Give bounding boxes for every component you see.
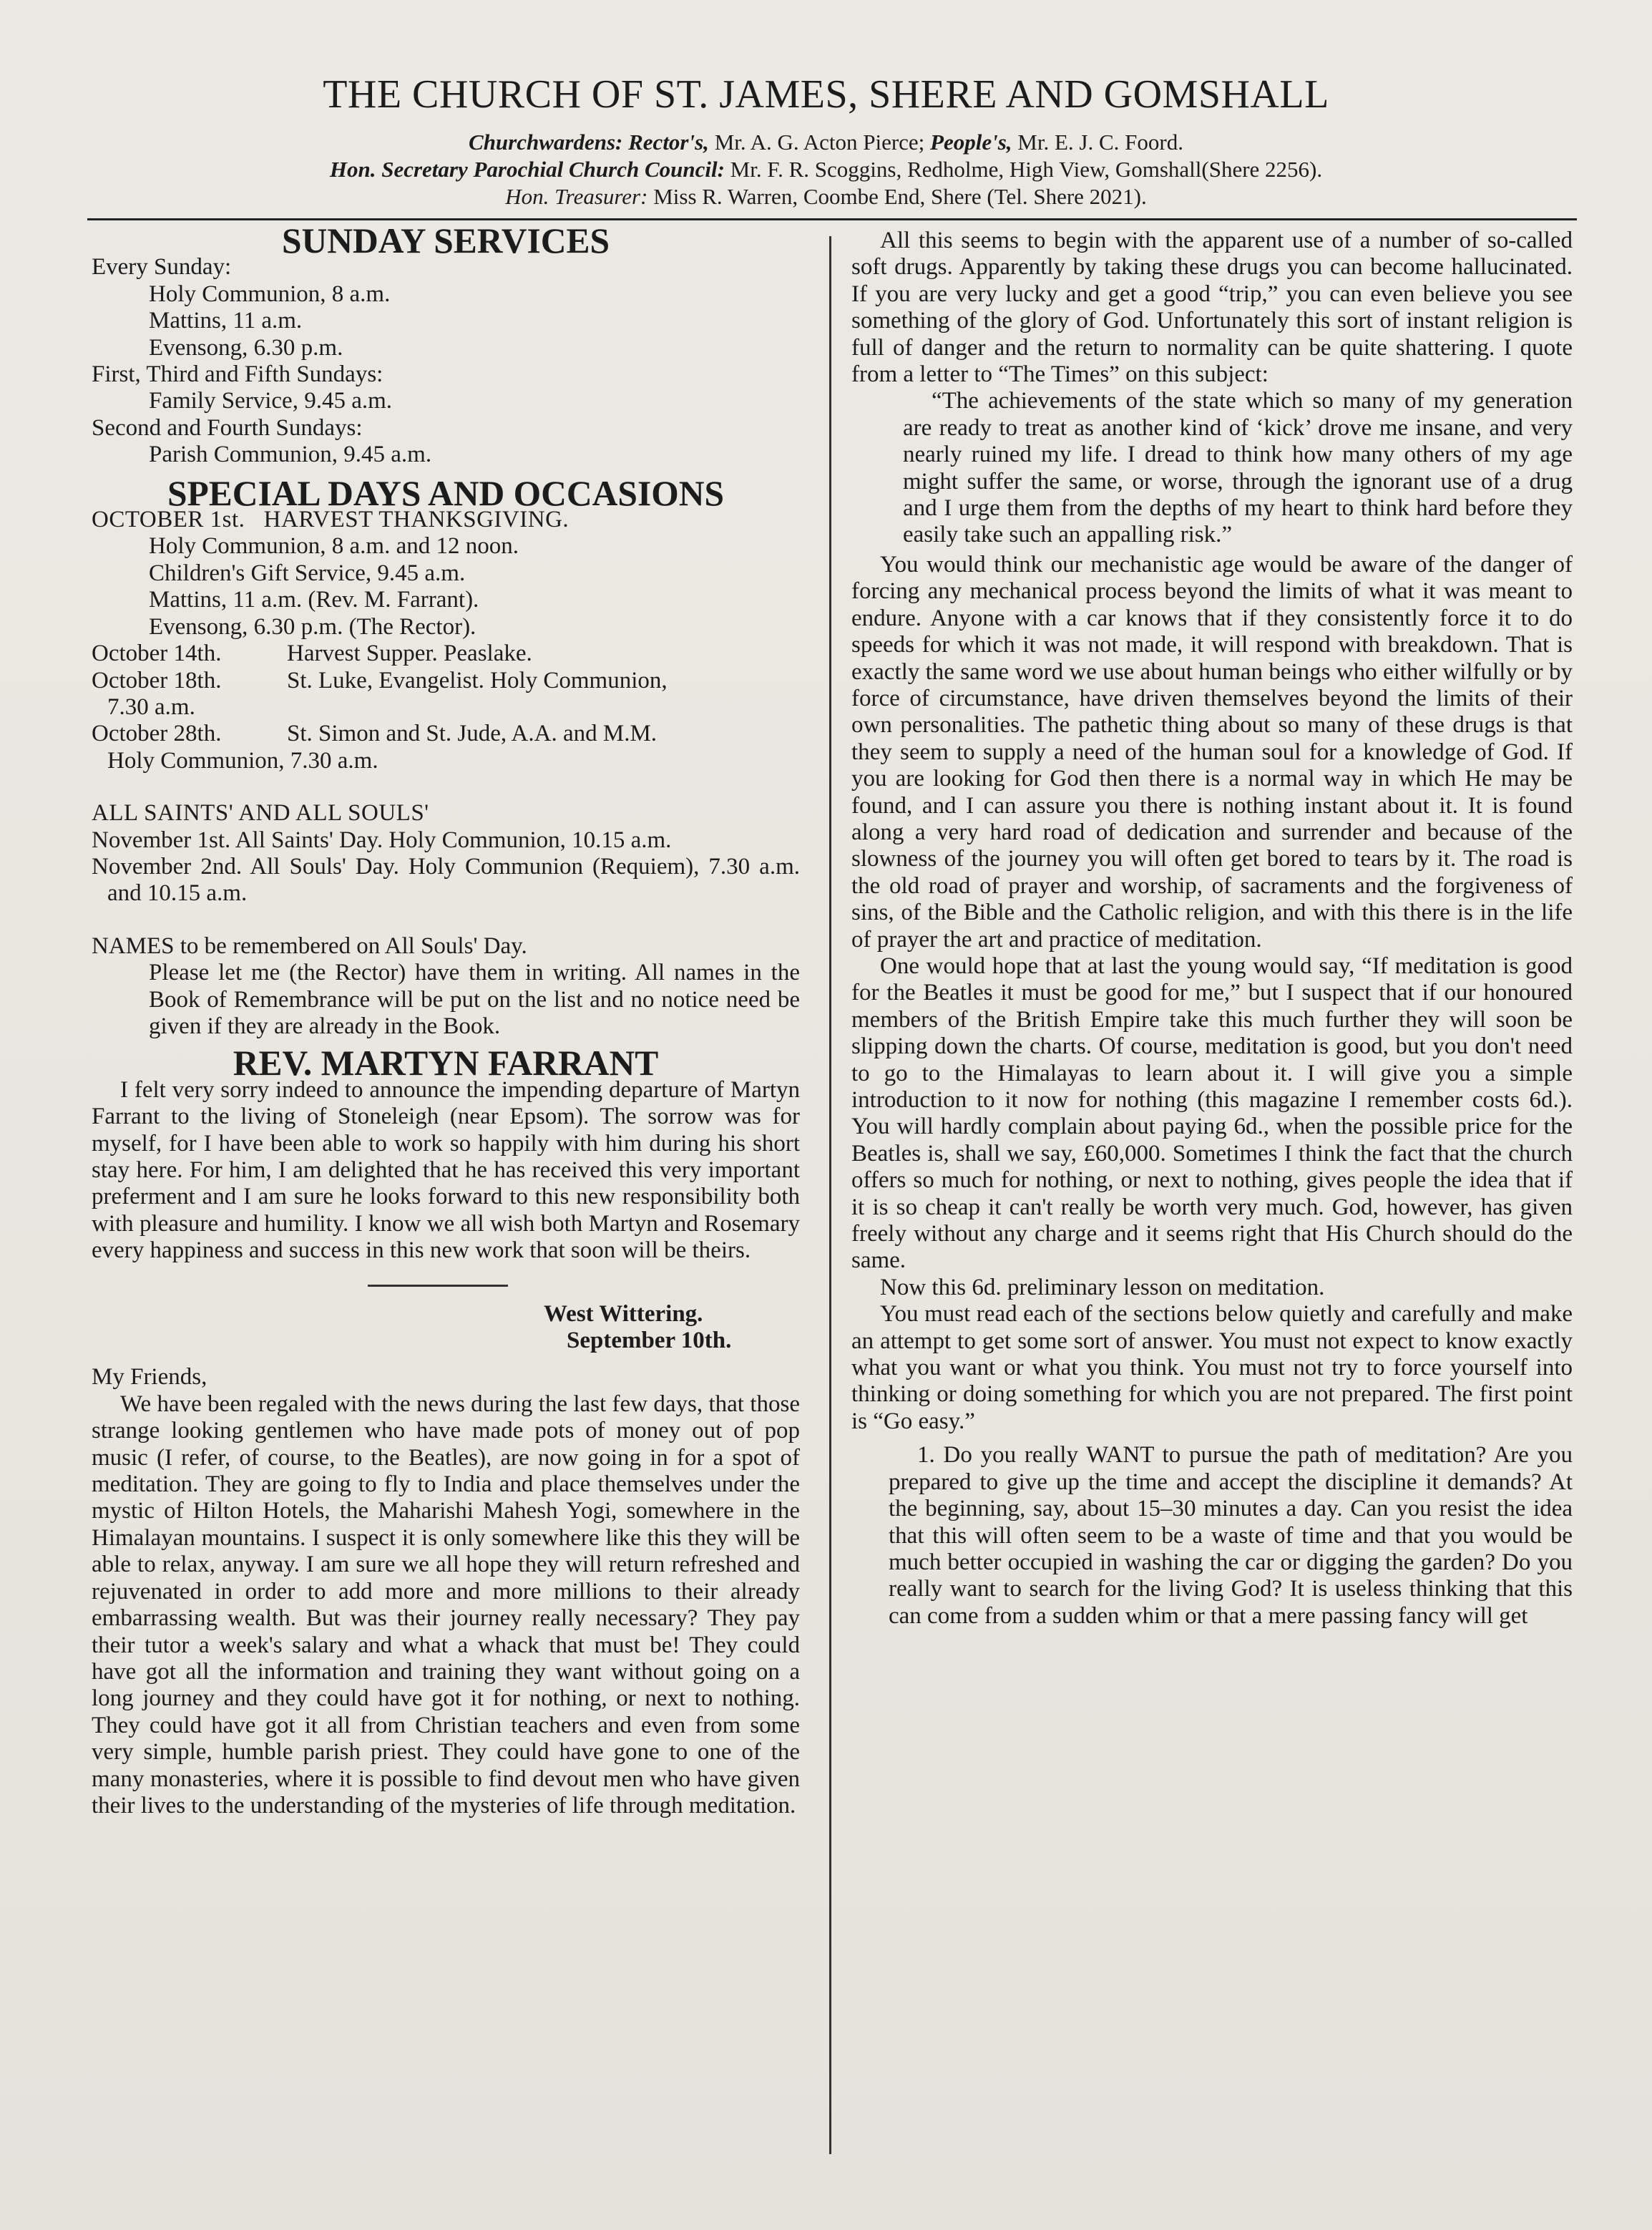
harvest-service-line: Children's Gift Service, 9.45 a.m. [149, 560, 466, 586]
letter-place: West Wittering. [544, 1300, 703, 1327]
right-column [851, 228, 1573, 1630]
times-quote: “The achievements of the state which so many of my generation are ready to treat as another kind of ‘kick’ drove me insane, and very nearly ruined my life. I dread to think how many others of my age might suffer the same, or worse, through the ignorant use of a drug and I urge them from the depths of my heart to think hard before they easily take such an appalling risk.” [903, 388, 1573, 548]
special-days-heading: SPECIAL DAYS AND OCCASIONS [167, 473, 724, 513]
secretary-line: Hon. Secretary Parochial Church Council: Mr. F. R. Scoggins, Redholme, High View, Gomshall(Shere 2256). [329, 157, 1323, 182]
names-title: NAMES to be remembered on All Souls' Day. [92, 933, 527, 959]
event-date: October 14th. [92, 641, 222, 667]
event-date: October 18th. [92, 667, 222, 693]
column-divider [829, 236, 831, 2154]
event-continuation: Holy Communion, 7.30 a.m. [107, 747, 378, 774]
churchwardens-line: Churchwardens: Rector's, Mr. A. G. Acton Pierce; People's, Mr. E. J. C. Foord. [469, 130, 1183, 155]
letter-paragraph-1: We have been regaled with the news during the last few days, that those strange looking gentlemen who have made pots of money out of pop music (I refer, of course, to the Beatles), are now going in for a spot of meditation. They are going to fly to India and place themselves under the mystic of Hilton Hotels, the Maharishi Mahesh Yogi, somewhere in the Himalayan mountains. I suspect it is only somewhere like this they will be able to relax, anyway. I am sure we all hope they will return refreshed and rejuvenated in order to add more and more millions to their already embarrassing wealth. But was their journey really necessary? They pay their tutor a week's salary and what a whack that must be! They could have got all the information and training they want without going on a long journey and they could have got it for nothing, or next to nothing. They could have got it all from Christian teachers and even from some very simple, humble parish priest. They could have gone to one of the many monasteries, where it is possible to find devout men who have given their lives to the understanding of the mysteries of life through meditation. [92, 1391, 800, 1818]
letter-salutation: My Friends, [92, 1364, 207, 1391]
masthead [0, 72, 1652, 210]
all-saints-heading: ALL SAINTS' AND ALL SOULS' [92, 800, 429, 827]
november-first: November 1st. All Saints' Day. Holy Communion, 10.15 a.m. [92, 827, 672, 853]
letter-paragraph-4: One would hope that at last the young would say, “If meditation is good for the Beatles it must be good for me,” but I suspect that if our honoured members of the British Empire take this much further they will soon be slipping down the charts. Of course, meditation is good, but you don't need to go to the Himalayas to learn about it. I will give you a simple introduction to it now for nothing (this magazine I remember costs 6d.). You will hardly complain about paying 6d., when the possible price for the Beatles is, shall we say, £60,000. Sometimes I think the fact that the church offers so much for nothing, or next to nothing, gives people the idea that if it is so cheap it can't really be worth very much. God, however, has given freely without any charge and it seems right that His Church should do the same. [851, 953, 1573, 1274]
october-event [92, 641, 800, 667]
section-rule [368, 1285, 508, 1287]
event-continuation: 7.30 a.m. [107, 693, 195, 720]
october-list [92, 641, 800, 774]
event-text: St. Luke, Evangelist. Holy Communion, [287, 667, 668, 693]
october-event [92, 721, 800, 747]
sunday-services-list [92, 254, 800, 468]
treasurer-line: Hon. Treasurer: Miss R. Warren, Coombe End, Shere (Tel. Shere 2021). [505, 184, 1147, 210]
event-text: St. Simon and St. Jude, A.A. and M.M. [287, 721, 658, 747]
sunday-service-line: Second and Fourth Sundays: [92, 414, 363, 441]
letter-paragraph-6: You must read each of the sections below quietly and carefully and make an attempt to get some sort of answer. You must not expect to know exactly what you want or what you think. You must not try to force yourself into thinking or doing something for which you are not prepared. The first point is “Go easy.” [851, 1301, 1573, 1434]
harvest-service-line: Mattins, 11 a.m. (Rev. M. Farrant). [149, 587, 479, 613]
farrant-heading: REV. MARTYN FARRANT [233, 1043, 659, 1084]
october-event [92, 668, 800, 694]
sunday-service-line: Mattins, 11 a.m. [149, 308, 303, 334]
harvest-service-line: Evensong, 6.30 p.m. (The Rector). [149, 613, 476, 640]
event-date: October 28th. [92, 721, 222, 747]
sunday-service-line: Family Service, 9.45 a.m. [149, 388, 393, 414]
letter-paragraph-5: Now this 6d. preliminary lesson on meditation. [880, 1274, 1325, 1300]
left-column [92, 221, 800, 1819]
november-second: November 2nd. All Souls' Day. Holy Communion (Requiem), 7.30 a.m. and 10.15 a.m. [92, 853, 800, 907]
meditation-point-1: 1. Do you really WANT to pursue the path of meditation? Are you prepared to give up the time and accept the discipline it demands? At the beginning, say, about 15–30 minutes a day. Can you resist the idea that this will often seem to be a waste of time and that you would be much better occupied in washing the car or digging the garden? Do you really want to search for the living God? It is useless thinking that this can come from a sudden whim or that a mere passing fancy will get [889, 1442, 1573, 1629]
farrant-text: I felt very sorry indeed to announce the impending departure of Martyn Farrant to the living of Stoneleigh (near Epsom). The sorrow was for myself, for I have been able to work so happily with him during his short stay here. For him, I am delighted that he has received this very important preferment and I am sure he looks forward to this new responsibility both with pleasure and humility. I know we all wish both Martyn and Rosemary every happiness and success in this new work that soon will be theirs. [92, 1076, 800, 1264]
harvest-service-line: Holy Communion, 8 a.m. and 12 noon. [149, 533, 519, 560]
sunday-service-line: Evensong, 6.30 p.m. [149, 334, 343, 361]
officers-block [0, 129, 1652, 210]
event-text: Harvest Supper. Peaslake. [287, 641, 532, 667]
sunday-service-line: Every Sunday: [92, 254, 232, 281]
sunday-services-heading: SUNDAY SERVICES [281, 221, 610, 261]
letter-date: September 10th. [567, 1328, 732, 1354]
harvest-title: OCTOBER 1st. HARVEST THANKSGIVING. [92, 507, 570, 533]
page-title: THE CHURCH OF ST. JAMES, SHERE AND GOMSHALL [323, 72, 1329, 117]
sunday-service-line: Parish Communion, 9.45 a.m. [149, 442, 432, 468]
sunday-service-line: First, Third and Fifth Sundays: [92, 361, 383, 388]
names-text: Please let me (the Rector) have them in writing. All names in the Book of Remembrance will be put on the list and no notice need be given if they are already in the Book. [149, 960, 800, 1039]
header-rule [87, 218, 1577, 220]
harvest-list [92, 533, 800, 641]
sunday-service-line: Holy Communion, 8 a.m. [149, 281, 391, 307]
letter-paragraph-2: All this seems to begin with the apparent use of a number of so-called soft drugs. Apparently by taking these drugs you can become hallucinated. If you are very lucky and get a good “trip,” you can even believe you see something of the glory of God. Unfortunately this sort of instant religion is full of danger and the return to normality can be quite shattering. I quote from a letter to “The Times” on this subject: [851, 228, 1573, 388]
letter-paragraph-3: You would think our mechanistic age would be aware of the danger of forcing any mechanical process beyond the limits of what it was meant to endure. Anyone with a car knows that if they consistently force it to do speeds for which it was not made, it will respond with breakdown. That is exactly the same word we use about human beings who either wilfully or by force of circumstance, have driven themselves beyond the limits of their own personalities. The pathetic thing about so many of these drugs is that they seem to supply a need of the human soul for a knowledge of God. If you are looking for God then there is a normal way in which He may be found, and I can assure you there is nothing instant about it. It is found along a very hard road of dedication and surrender and because of the slowness of the journey you will often get bored to tears by it. The road is the old road of prayer and worship, of sacraments and the forgiveness of sins, of the Bible and the Catholic religion, and with this there is in the life of prayer the art and practice of meditation. [851, 551, 1573, 953]
